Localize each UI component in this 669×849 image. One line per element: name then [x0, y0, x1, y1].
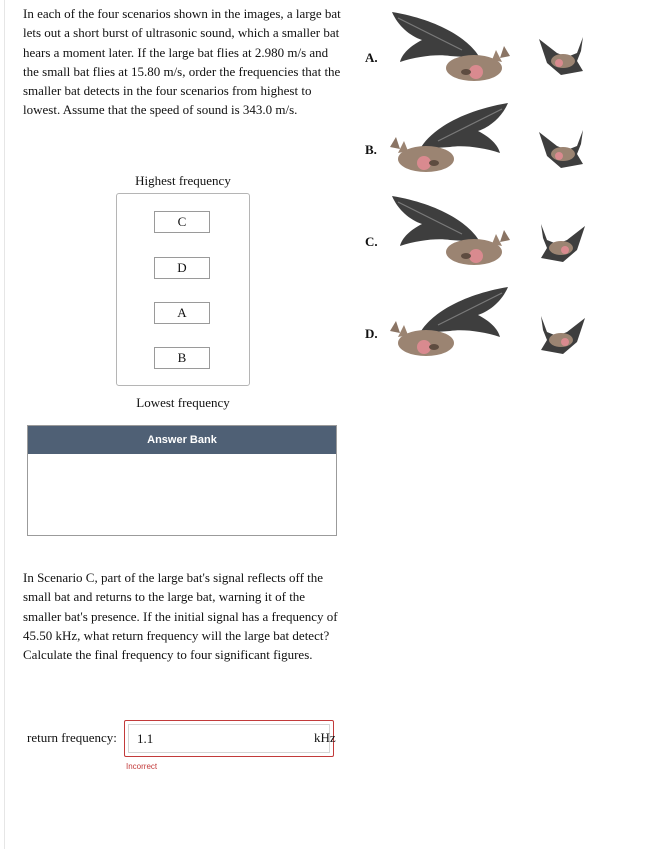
- small-bat-d-icon: [537, 314, 587, 358]
- return-frequency-input[interactable]: [128, 724, 330, 753]
- ranking-widget: [116, 173, 250, 410]
- return-frequency-unit: kHz: [314, 730, 336, 745]
- scenario-label-b: B.: [365, 142, 377, 157]
- rank-tile-1[interactable]: C: [154, 211, 210, 233]
- large-bat-b-icon: [390, 101, 510, 179]
- small-bat-a-icon: [537, 35, 587, 79]
- answer-bank: [27, 425, 337, 536]
- large-bat-a-icon: [392, 10, 512, 88]
- small-bat-c-icon: [537, 222, 587, 266]
- ranking-drop-zone[interactable]: [116, 193, 250, 386]
- large-bat-d-icon: [390, 285, 510, 363]
- return-frequency-label: return frequency:: [27, 730, 117, 745]
- scenario-label-c: C.: [365, 234, 378, 249]
- question-2-text: In Scenario C, part of the large bat's signal reflects off the small bat and returns to the large bat, warning it of the smaller bat's presence. If the initial signal has a frequency of 45.50 kHz, what return frequency will the large bat detect? Calculate the final frequency to four significant figures.: [23, 570, 338, 663]
- highest-frequency-label: Highest frequency: [135, 173, 231, 188]
- answer-bank-title: Answer Bank: [28, 426, 336, 454]
- small-bat-b-icon: [537, 128, 587, 172]
- scenario-label-d: D.: [365, 326, 378, 341]
- return-frequency-row: [27, 720, 347, 757]
- rank-tile-3[interactable]: A: [154, 302, 210, 324]
- question-1-text: In each of the four scenarios shown in the images, a large bat lets out a short burst of ultrasonic sound, which a smaller bat hears a moment later. If the large bat flies at 2.980 m/s and the small bat flies at 15.80 m/s, order the frequencies that the smaller bat detects in the four scenarios from highest to lowest. Assume that the speed of sound is 343.0 m/s.: [23, 6, 341, 118]
- return-frequency-field-frame: [124, 720, 334, 757]
- answer-bank-drop-area[interactable]: [28, 454, 336, 535]
- page-left-border: [4, 0, 5, 849]
- large-bat-c-icon: [392, 194, 512, 272]
- rank-tile-2[interactable]: D: [154, 257, 210, 279]
- lowest-frequency-label: Lowest frequency: [136, 395, 230, 410]
- rank-tile-4[interactable]: B: [154, 347, 210, 369]
- incorrect-feedback: Incorrect: [126, 762, 158, 771]
- scenario-label-a: A.: [365, 50, 378, 65]
